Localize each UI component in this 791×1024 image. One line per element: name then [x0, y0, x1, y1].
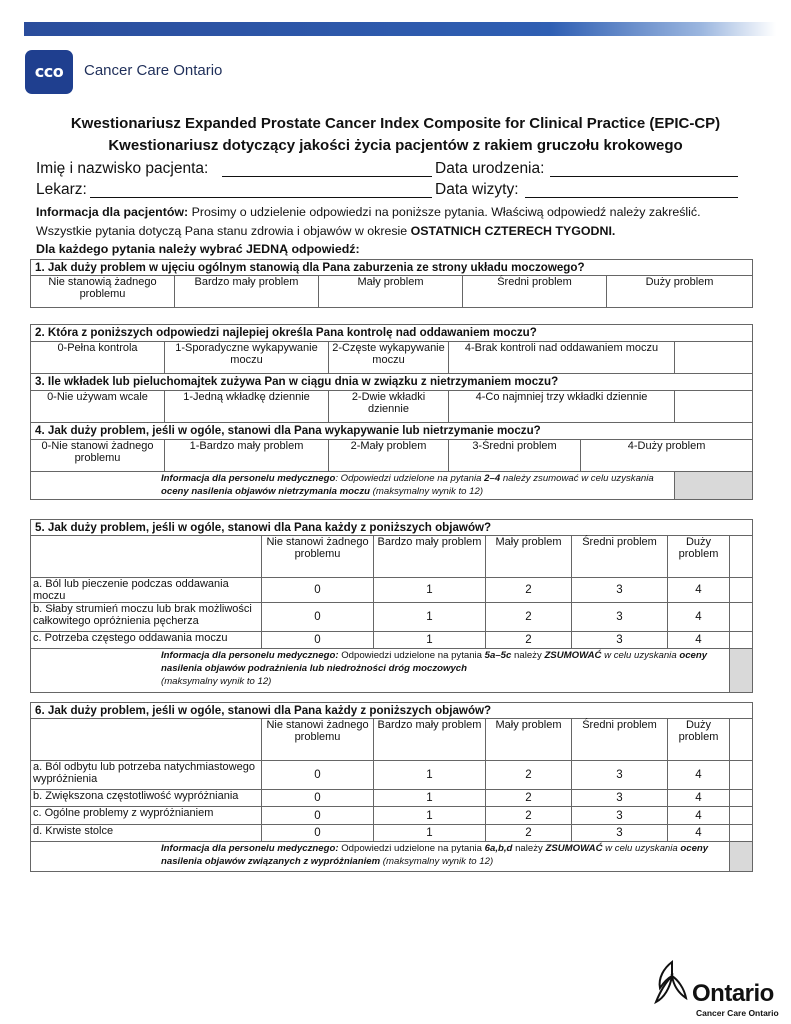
question-5-table: [30, 519, 753, 693]
q3-option-1[interactable]: 1-Jedną wkładkę dziennie: [165, 391, 329, 423]
question-1-text: 1. Jak duży problem w ujęciu ogólnym stanowią dla Pana zaburzenia ze strony układu moczowego?: [31, 260, 753, 276]
q5-score-box[interactable]: [730, 649, 753, 693]
q5-row-c-extra: [730, 632, 753, 649]
patient-info-instruction: Dla każdego pytania należy wybrać JEDNĄ odpowiedź:: [36, 242, 360, 256]
q6-row-a-2[interactable]: 2: [486, 761, 572, 790]
q5-row-c-3[interactable]: 3: [572, 632, 668, 649]
q6-row-d-label: d. Krwiste stolce: [31, 825, 262, 842]
q5-note-g: (maksymalny wynik to 12): [161, 676, 272, 687]
q6-row-b-3[interactable]: 3: [572, 790, 668, 807]
patient-info: [36, 203, 748, 259]
q5-row-a-2[interactable]: 2: [486, 578, 572, 603]
q6-row-c-4[interactable]: 4: [668, 807, 730, 825]
q1-option-2[interactable]: Mały problem: [319, 276, 463, 308]
q6-note-a: Odpowiedzi udzielone na pytania: [338, 843, 485, 854]
birth-date-label: Data urodzenia:: [435, 160, 545, 177]
questions-2-4-table: [30, 324, 753, 500]
q5-row-a-extra: [730, 578, 753, 603]
q6-row-b-extra: [730, 790, 753, 807]
ontario-trillium-icon: [650, 958, 694, 1008]
q5-row-b-0[interactable]: 0: [262, 603, 374, 632]
visit-date-field[interactable]: [525, 197, 738, 198]
q5-row-a-4[interactable]: 4: [668, 578, 730, 603]
q5-note-e: w celu uzyskania: [601, 650, 680, 661]
birth-date-field[interactable]: [550, 176, 738, 177]
q6-row-a-0[interactable]: 0: [262, 761, 374, 790]
q5-row-b-label: b. Słaby strumień moczu lub brak możliwości całkowitego opróżnienia pęcherza: [31, 603, 262, 632]
q4-option-4[interactable]: 4-Duży problem: [581, 440, 753, 472]
ontario-logo-word: Ontario: [692, 980, 774, 1007]
q5-header-4: Duży problem: [668, 536, 730, 578]
q6-row-d-extra: [730, 825, 753, 842]
q6-note-e: w celu uzyskania: [602, 843, 681, 854]
q5-staff-note: [31, 649, 730, 693]
q5-note-d: ZSUMOWAĆ: [544, 650, 602, 661]
q6-row-b-label: b. Zwiększona częstotliwość wypróżniania: [31, 790, 262, 807]
q6-staff-note: [31, 842, 730, 872]
q5-row-b-1[interactable]: 1: [374, 603, 486, 632]
q6-row-a-3[interactable]: 3: [572, 761, 668, 790]
doctor-label: Lekarz:: [36, 181, 87, 198]
q6-row-d-1[interactable]: 1: [374, 825, 486, 842]
q5-row-b-4[interactable]: 4: [668, 603, 730, 632]
q6-header-4: Duży problem: [668, 719, 730, 761]
q5-header-1: Bardzo mały problem: [374, 536, 486, 578]
q5-note-label: Informacja dla personelu medycznego:: [161, 650, 339, 661]
q6-row-a-label: a. Ból odbytu lub potrzeba natychmiastowego wypróżnienia: [31, 761, 262, 790]
q5-row-b-2[interactable]: 2: [486, 603, 572, 632]
q6-row-b-0[interactable]: 0: [262, 790, 374, 807]
q3-empty-cell: [675, 391, 753, 423]
question-4-text: 4. Jak duży problem, jeśli w ogóle, stanowi dla Pana wykapywanie lub nietrzymanie moczu?: [31, 423, 753, 440]
question-1-table: [30, 259, 753, 308]
q2-option-0[interactable]: 0-Pełna kontrola: [31, 342, 165, 374]
question-6-text: 6. Jak duży problem, jeśli w ogóle, stanowi dla Pana każdy z poniższych objawów?: [31, 703, 753, 719]
q6-header-0: Nie stanowi żadnego problemu: [262, 719, 374, 761]
q6-note-g: (maksymalny wynik to 12): [380, 856, 494, 867]
question-6-table: [30, 702, 753, 872]
q6-row-c-2[interactable]: 2: [486, 807, 572, 825]
q1-option-1[interactable]: Bardzo mały problem: [175, 276, 319, 308]
q6-header-blank: [31, 719, 262, 761]
q6-row-c-label: c. Ogólne problemy z wypróżnianiem: [31, 807, 262, 825]
cco-logo-text: Cancer Care Ontario: [84, 62, 223, 79]
q6-row-d-2[interactable]: 2: [486, 825, 572, 842]
q6-row-d-3[interactable]: 3: [572, 825, 668, 842]
q5-row-a-1[interactable]: 1: [374, 578, 486, 603]
q5-row-c-4[interactable]: 4: [668, 632, 730, 649]
q2-option-3[interactable]: 4-Brak kontroli nad oddawaniem moczu: [449, 342, 675, 374]
q4-note-label: Informacja dla personelu medycznego: [161, 473, 336, 484]
q5-row-a-3[interactable]: 3: [572, 578, 668, 603]
q3-option-3[interactable]: 4-Co najmniej trzy wkładki dziennie: [449, 391, 675, 423]
q6-row-c-0[interactable]: 0: [262, 807, 374, 825]
q5-header-2: Mały problem: [486, 536, 572, 578]
page-title: Kwestionariusz Expanded Prostate Cancer Index Composite for Clinical Practice (EPIC-CP): [70, 115, 721, 132]
q5-row-b-3[interactable]: 3: [572, 603, 668, 632]
q6-note-d: ZSUMOWAĆ: [545, 843, 603, 854]
patient-name-label: Imię i nazwisko pacjenta:: [36, 160, 209, 177]
patient-info-emphasis: OSTATNICH CZTERECH TYGODNI.: [410, 223, 616, 238]
q4-note-c: należy zsumować w celu uzyskania: [500, 473, 654, 484]
q5-row-b-extra: [730, 603, 753, 632]
q5-note-c: należy: [511, 650, 545, 661]
q6-row-d-4[interactable]: 4: [668, 825, 730, 842]
q4-note-e: (maksymalny wynik to 12): [370, 486, 484, 497]
q5-row-c-label: c. Potrzeba częstego oddawania moczu: [31, 632, 262, 649]
q4-option-1[interactable]: 1-Bardzo mały problem: [165, 440, 329, 472]
q5-note-a: Odpowiedzi udzielone na pytania: [338, 650, 485, 661]
q5-row-c-0[interactable]: 0: [262, 632, 374, 649]
q4-score-box[interactable]: [675, 472, 753, 500]
q6-header-1: Bardzo mały problem: [374, 719, 486, 761]
q1-option-0[interactable]: Nie stanowią żadnego problemu: [31, 276, 175, 308]
q4-option-2[interactable]: 2-Mały problem: [329, 440, 449, 472]
q6-row-b-2[interactable]: 2: [486, 790, 572, 807]
q4-option-3[interactable]: 3-Średni problem: [449, 440, 581, 472]
page-subtitle: Kwestionariusz dotyczący jakości życia pacjentów z rakiem gruczołu krokowego: [108, 137, 683, 154]
q6-row-b-4[interactable]: 4: [668, 790, 730, 807]
q6-row-c-3[interactable]: 3: [572, 807, 668, 825]
q4-staff-note: [31, 472, 675, 500]
q6-header-extra: [730, 719, 753, 761]
q6-header-3: Średni problem: [572, 719, 668, 761]
q4-note-b: 2–4: [484, 473, 501, 484]
q6-note-f: oceny nasilenia objawów związanych z wypróżnianiem: [161, 843, 709, 867]
q5-row-a-0[interactable]: 0: [262, 578, 374, 603]
q5-row-c-2[interactable]: 2: [486, 632, 572, 649]
q6-row-d-0[interactable]: 0: [262, 825, 374, 842]
q6-note-label: Informacja dla personelu medycznego:: [161, 843, 339, 854]
q6-row-c-extra: [730, 807, 753, 825]
q5-header-extra: [730, 536, 753, 578]
doctor-field[interactable]: [90, 197, 432, 198]
q6-row-a-1[interactable]: 1: [374, 761, 486, 790]
q2-empty-cell: [675, 342, 753, 374]
patient-info-text: Prosimy o udzielenie odpowiedzi na poniższe pytania. Właściwą odpowiedź należy zakreślić. Wszystkie pytania dotyczą Pana stanu zdrowia i objawów w okresie: [36, 205, 701, 238]
q4-note-d: oceny nasilenia objawów nietrzymania moczu: [161, 486, 370, 497]
q5-row-a-label: a. Ból lub pieczenie podczas oddawania moczu: [31, 578, 262, 603]
patient-info-label: Informacja dla pacjentów:: [36, 205, 189, 219]
q3-option-2[interactable]: 2-Dwie wkładki dziennie: [329, 391, 449, 423]
patient-name-field[interactable]: [222, 176, 432, 177]
q5-note-b: 5a–5c: [484, 650, 512, 661]
q6-row-b-1[interactable]: 1: [374, 790, 486, 807]
top-banner-bar: [24, 22, 776, 36]
question-3-text: 3. Ile wkładek lub pieluchomajtek zużywa Pan w ciągu dnia w związku z nietrzymaniem moczu?: [31, 374, 753, 391]
visit-date-label: Data wizyty:: [435, 181, 519, 198]
q2-option-1[interactable]: 1-Sporadyczne wykapywanie moczu: [165, 342, 329, 374]
q5-header-3: Średni problem: [572, 536, 668, 578]
q5-header-0: Nie stanowi żadnego problemu: [262, 536, 374, 578]
q5-row-c-1[interactable]: 1: [374, 632, 486, 649]
q2-option-2[interactable]: 2-Częste wykapywanie moczu: [329, 342, 449, 374]
cco-logo: cco: [25, 50, 73, 94]
q6-header-2: Mały problem: [486, 719, 572, 761]
q6-note-b: 6a,b,d: [484, 843, 513, 854]
q6-row-a-4[interactable]: 4: [668, 761, 730, 790]
q6-note-c: należy: [512, 843, 546, 854]
q3-option-0[interactable]: 0-Nie używam wcale: [31, 391, 165, 423]
ontario-logo-subtitle: Cancer Care Ontario: [696, 1008, 779, 1018]
q6-row-c-1[interactable]: 1: [374, 807, 486, 825]
q6-row-a-extra: [730, 761, 753, 790]
q6-score-box[interactable]: [730, 842, 753, 872]
q4-option-0[interactable]: 0-Nie stanowi żadnego problemu: [31, 440, 165, 472]
question-2-text: 2. Która z poniższych odpowiedzi najlepiej określa Pana kontrolę nad oddawaniem moczu?: [31, 325, 753, 342]
q1-option-4[interactable]: Duży problem: [607, 276, 753, 308]
question-5-text: 5. Jak duży problem, jeśli w ogóle, stanowi dla Pana każdy z poniższych objawów?: [31, 520, 753, 536]
q1-option-3[interactable]: Średni problem: [463, 276, 607, 308]
q5-note-f: oceny nasilenia objawów podrażnienia lub niedrożności dróg moczowych: [161, 650, 708, 674]
q4-note-a: : Odpowiedzi udzielone na pytania: [335, 473, 485, 484]
q5-header-blank: [31, 536, 262, 578]
